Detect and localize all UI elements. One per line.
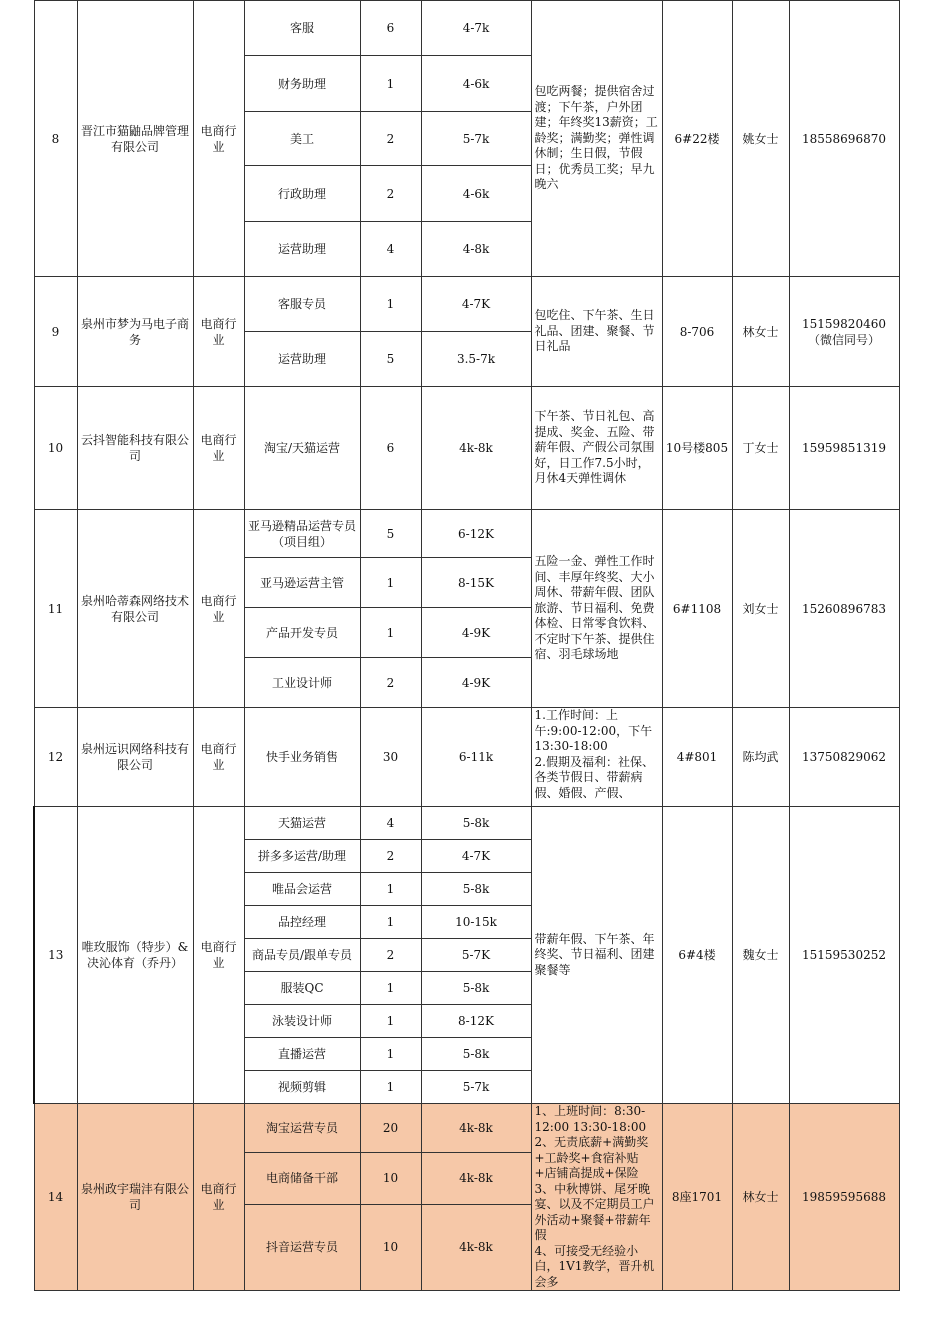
headcount: 2 [360,658,421,708]
benefits: 1.工作时间：上午:9:00-12:00，下午13:30-18:00 2.假期及福利：社保、各类节假日、带薪病假、婚假、产假、 [531,708,662,807]
phone: 15159530252 [789,807,899,1104]
contact-person: 丁女士 [732,387,789,510]
row-number: 12 [34,708,77,807]
contact-person: 刘女士 [732,510,789,708]
headcount: 20 [360,1104,421,1153]
position-title: 拼多多运营/助理 [244,840,360,873]
headcount: 2 [360,166,421,222]
position-title: 视频剪辑 [244,1071,360,1104]
headcount: 10 [360,1204,421,1290]
salary: 5-8k [421,972,531,1005]
table-row [34,807,899,840]
company-name: 晋江市猫鼬品牌管理有限公司 [77,1,193,277]
row-number: 8 [34,1,77,277]
company-name: 泉州市梦为马电子商务 [77,277,193,387]
headcount: 1 [360,1038,421,1071]
table-row [34,708,899,807]
headcount: 5 [360,332,421,387]
salary: 8-12K [421,1005,531,1038]
recruitment-table [33,0,900,1291]
salary: 4k-8k [421,387,531,510]
address: 6#1108 [662,510,732,708]
row-number: 9 [34,277,77,387]
contact-person: 林女士 [732,1104,789,1291]
industry: 电商行业 [193,510,244,708]
position-title: 抖音运营专员 [244,1204,360,1290]
salary: 5-7k [421,112,531,166]
position-title: 天猫运营 [244,807,360,840]
salary: 5-8k [421,873,531,906]
position-title: 亚马逊运营主管 [244,558,360,608]
position-title: 品控经理 [244,906,360,939]
position-title: 快手业务销售 [244,708,360,807]
salary: 4-7K [421,840,531,873]
company-name: 唯玫服饰（特步）&决沁体育（乔丹） [77,807,193,1104]
headcount: 1 [360,1071,421,1104]
benefits: 五险一金、弹性工作时间、丰厚年终奖、大小周休、带薪年假、团队旅游、节日福利、免费体检、日常零食饮料、不定时下午茶、提供住宿、羽毛球场地 [531,510,662,708]
salary: 5-7k [421,1071,531,1104]
headcount: 30 [360,708,421,807]
table-row [34,510,899,558]
address: 4#801 [662,708,732,807]
phone: 15959851319 [789,387,899,510]
phone: 15159820460（微信同号） [789,277,899,387]
company-name: 云抖智能科技有限公司 [77,387,193,510]
row-number: 14 [34,1104,77,1291]
position-title: 亚马逊精品运营专员（项目组） [244,510,360,558]
headcount: 1 [360,277,421,332]
position-title: 产品开发专员 [244,608,360,658]
salary: 3.5-7k [421,332,531,387]
row-number: 11 [34,510,77,708]
address: 8座1701 [662,1104,732,1291]
position-title: 淘宝/天猫运营 [244,387,360,510]
position-title: 财务助理 [244,56,360,112]
salary: 4-7K [421,277,531,332]
table-row [34,1104,899,1153]
position-title: 商品专员/跟单专员 [244,939,360,972]
address: 6#4楼 [662,807,732,1104]
salary: 5-7K [421,939,531,972]
headcount: 6 [360,1,421,56]
industry: 电商行业 [193,277,244,387]
headcount: 1 [360,56,421,112]
position-title: 电商储备干部 [244,1152,360,1204]
salary: 4-8k [421,222,531,277]
table-row [34,387,899,510]
address: 8-706 [662,277,732,387]
industry: 电商行业 [193,1,244,277]
table-row [34,277,899,332]
position-title: 泳装设计师 [244,1005,360,1038]
headcount: 2 [360,112,421,166]
headcount: 1 [360,972,421,1005]
position-title: 淘宝运营专员 [244,1104,360,1153]
salary: 4k-8k [421,1104,531,1153]
headcount: 2 [360,840,421,873]
headcount: 4 [360,807,421,840]
row-number: 10 [34,387,77,510]
benefits: 1、上班时间：8:30-12:00 13:30-18:00 2、无责底薪+满勤奖+工龄奖+食宿补贴+店铺高提成+保险 3、中秋博饼、尾牙晚宴、以及不定期员工户外活动+聚餐+带薪年假 4、可接受无经验小白，1V1教学，晋升机会多 [531,1104,662,1291]
headcount: 10 [360,1152,421,1204]
industry: 电商行业 [193,387,244,510]
benefits: 带薪年假、下午茶、年终奖、节日福利、团建聚餐等 [531,807,662,1104]
address: 6#22楼 [662,1,732,277]
position-title: 客服 [244,1,360,56]
salary: 5-8k [421,807,531,840]
contact-person: 陈均武 [732,708,789,807]
industry: 电商行业 [193,708,244,807]
benefits: 包吃住、下午茶、生日礼品、团建、聚餐、节日礼品 [531,277,662,387]
company-name: 泉州政宇瑞沣有限公司 [77,1104,193,1291]
position-title: 服装QC [244,972,360,1005]
salary: 4-9K [421,608,531,658]
phone: 15260896783 [789,510,899,708]
headcount: 1 [360,873,421,906]
company-name: 泉州远识网络科技有限公司 [77,708,193,807]
position-title: 美工 [244,112,360,166]
salary: 6-11k [421,708,531,807]
row-number: 13 [34,807,77,1104]
salary: 10-15k [421,906,531,939]
salary: 4k-8k [421,1204,531,1290]
industry: 电商行业 [193,1104,244,1291]
salary: 4-6k [421,166,531,222]
phone: 19859595688 [789,1104,899,1291]
salary: 4-6k [421,56,531,112]
table-body [34,1,899,1291]
headcount: 1 [360,1005,421,1038]
headcount: 6 [360,387,421,510]
headcount: 2 [360,939,421,972]
salary: 8-15K [421,558,531,608]
headcount: 1 [360,906,421,939]
contact-person: 魏女士 [732,807,789,1104]
salary: 4-7k [421,1,531,56]
benefits: 包吃两餐；提供宿舍过渡；下午茶，户外团建；年终奖13薪资；工龄奖；满勤奖；弹性调休制；生日假，节假日；优秀员工奖；早九晚六 [531,1,662,277]
salary: 5-8k [421,1038,531,1071]
contact-person: 姚女士 [732,1,789,277]
position-title: 工业设计师 [244,658,360,708]
phone: 18558696870 [789,1,899,277]
contact-person: 林女士 [732,277,789,387]
address: 10号楼805 [662,387,732,510]
headcount: 4 [360,222,421,277]
industry: 电商行业 [193,807,244,1104]
salary: 6-12K [421,510,531,558]
company-name: 泉州哈蒂森网络技术有限公司 [77,510,193,708]
salary: 4-9K [421,658,531,708]
position-title: 直播运营 [244,1038,360,1071]
position-title: 运营助理 [244,222,360,277]
position-title: 运营助理 [244,332,360,387]
headcount: 5 [360,510,421,558]
table-row [34,1,899,56]
position-title: 唯品会运营 [244,873,360,906]
position-title: 客服专员 [244,277,360,332]
salary: 4k-8k [421,1152,531,1204]
position-title: 行政助理 [244,166,360,222]
benefits: 下午茶、节日礼包、高提成、奖金、五险、带薪年假、产假公司氛围好，日工作7.5小时，月休4天弹性调休 [531,387,662,510]
headcount: 1 [360,558,421,608]
phone: 13750829062 [789,708,899,807]
headcount: 1 [360,608,421,658]
